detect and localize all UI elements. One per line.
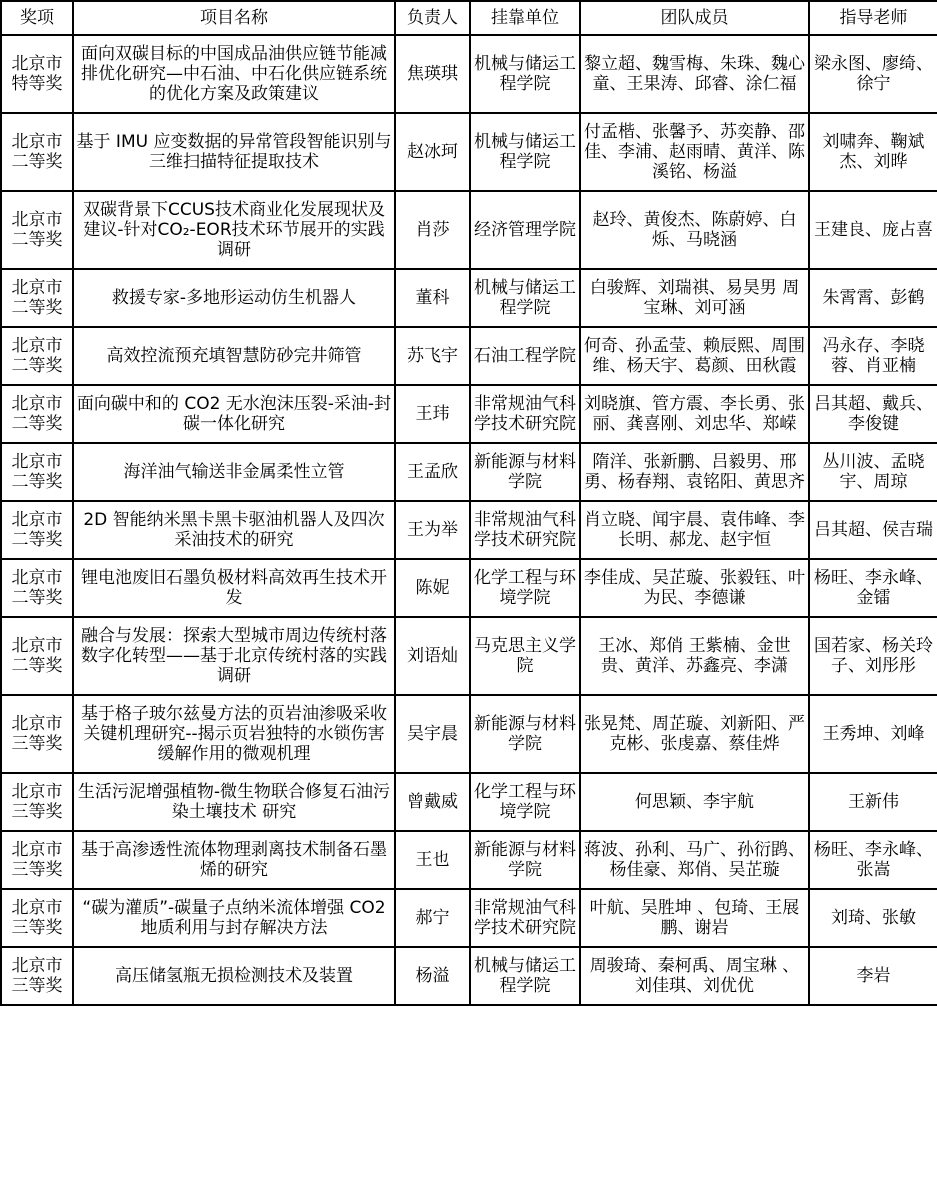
cell-advisors: 朱霄霄、彭鹤	[809, 269, 937, 327]
cell-advisors: 王建良、庞占喜	[809, 191, 937, 269]
column-header-unit: 挂靠单位	[470, 1, 580, 35]
cell-members: 李佳成、吴芷璇、张毅钰、叶为民、李德谦	[580, 559, 809, 617]
table-row	[1, 773, 937, 831]
cell-leader: 肖莎	[395, 191, 470, 269]
table-row	[1, 559, 937, 617]
cell-members: 周骏琦、秦柯禹、周宝琳 、刘佳琪、刘优优	[580, 947, 809, 1005]
cell-unit: 机械与储运工程学院	[470, 947, 580, 1005]
cell-award: 北京市二等奖	[1, 559, 73, 617]
cell-unit: 机械与储运工程学院	[470, 269, 580, 327]
cell-leader: 刘语灿	[395, 617, 470, 695]
cell-unit: 石油工程学院	[470, 327, 580, 385]
cell-members: 隋洋、张新鹏、吕毅男、邢勇、杨春翔、袁铭阳、黄思齐	[580, 443, 809, 501]
cell-award: 北京市二等奖	[1, 385, 73, 443]
cell-award: 北京市三等奖	[1, 889, 73, 947]
cell-project: 锂电池废旧石墨负极材料高效再生技术开发	[73, 559, 395, 617]
cell-leader: 王也	[395, 831, 470, 889]
cell-award: 北京市三等奖	[1, 831, 73, 889]
cell-award: 北京市二等奖	[1, 327, 73, 385]
cell-members: 叶航、吴胜坤 、包琦、王展鹏、谢岩	[580, 889, 809, 947]
cell-members: 王冰、郑俏 王紫楠、金世贵、黄洋、苏鑫亮、李潇	[580, 617, 809, 695]
cell-members: 黎立超、魏雪梅、朱珠、魏心童、王果涛、邱睿、涂仁福	[580, 35, 809, 113]
cell-leader: 焦瑛琪	[395, 35, 470, 113]
table-row	[1, 947, 937, 1005]
cell-leader: 吴宇晨	[395, 695, 470, 773]
cell-members: 张晃梵、周芷璇、刘新阳、严克彬、张虔嘉、蔡佳烨	[580, 695, 809, 773]
table-row	[1, 889, 937, 947]
cell-advisors: 丛川波、孟晓宇、周琼	[809, 443, 937, 501]
column-header-project: 项目名称	[73, 1, 395, 35]
cell-unit: 化学工程与环境学院	[470, 773, 580, 831]
cell-award: 北京市二等奖	[1, 501, 73, 559]
cell-project: 双碳背景下CCUS技术商业化发展现状及建议-针对CO₂-EOR技术环节展开的实践调研	[73, 191, 395, 269]
cell-leader: 赵冰珂	[395, 113, 470, 191]
cell-project: 基于 IMU 应变数据的异常管段智能识别与三维扫描特征提取技术	[73, 113, 395, 191]
cell-project: 基于高渗透性流体物理剥离技术制备石墨烯的研究	[73, 831, 395, 889]
cell-project: 2D 智能纳米黑卡黑卡驱油机器人及四次采油技术的研究	[73, 501, 395, 559]
table-row	[1, 831, 937, 889]
cell-project: 救援专家-多地形运动仿生机器人	[73, 269, 395, 327]
table-body	[1, 35, 937, 1005]
column-header-leader: 负责人	[395, 1, 470, 35]
cell-members: 白骏辉、刘瑞祺、易昊男 周宝琳、刘可涵	[580, 269, 809, 327]
cell-leader: 王玮	[395, 385, 470, 443]
cell-leader: 杨溢	[395, 947, 470, 1005]
cell-advisors: 杨旺、李永峰、张嵩	[809, 831, 937, 889]
cell-award: 北京市三等奖	[1, 947, 73, 1005]
cell-advisors: 梁永图、廖绮、徐宁	[809, 35, 937, 113]
cell-leader: 王为举	[395, 501, 470, 559]
cell-members: 蒋波、孙利、马广、孙衍鹍、杨佳豪、郑俏、吴芷璇	[580, 831, 809, 889]
cell-project: 高效控流预充填智慧防砂完井筛管	[73, 327, 395, 385]
cell-members: 付孟楷、张馨予、苏奕静、邵佳、李浦、赵雨晴、黄洋、陈溪铭、杨溢	[580, 113, 809, 191]
header-row	[1, 1, 937, 35]
cell-project: 面向碳中和的 CO2 无水泡沫压裂-采油-封碳一体化研究	[73, 385, 395, 443]
table-row	[1, 501, 937, 559]
table-row	[1, 617, 937, 695]
cell-leader: 王孟欣	[395, 443, 470, 501]
cell-advisors: 李岩	[809, 947, 937, 1005]
cell-unit: 新能源与材料学院	[470, 443, 580, 501]
cell-award: 北京市特等奖	[1, 35, 73, 113]
cell-advisors: 刘琦、张敏	[809, 889, 937, 947]
table-row	[1, 269, 937, 327]
cell-advisors: 杨旺、李永峰、金镭	[809, 559, 937, 617]
cell-unit: 非常规油气科学技术研究院	[470, 501, 580, 559]
cell-members: 肖立晓、闻宇晨、袁伟峰、李长明、郝龙、赵宇恒	[580, 501, 809, 559]
cell-project: “碳为灌质”-碳量子点纳米流体增强 CO2 地质利用与封存解决方法	[73, 889, 395, 947]
table-row	[1, 327, 937, 385]
cell-award: 北京市二等奖	[1, 191, 73, 269]
cell-leader: 董科	[395, 269, 470, 327]
cell-members: 何奇、孙孟莹、赖辰熙、周围维、杨天宇、葛颜、田秋霞	[580, 327, 809, 385]
cell-unit: 经济管理学院	[470, 191, 580, 269]
cell-award: 北京市二等奖	[1, 269, 73, 327]
cell-leader: 郝宁	[395, 889, 470, 947]
cell-unit: 新能源与材料学院	[470, 695, 580, 773]
cell-leader: 苏飞宇	[395, 327, 470, 385]
table-row	[1, 35, 937, 113]
cell-advisors: 王秀坤、刘峰	[809, 695, 937, 773]
cell-project: 面向双碳目标的中国成品油供应链节能减排优化研究—中石油、中石化供应链系统的优化方案及政策建议	[73, 35, 395, 113]
cell-leader: 曾戴威	[395, 773, 470, 831]
cell-unit: 新能源与材料学院	[470, 831, 580, 889]
column-header-advisors: 指导老师	[809, 1, 937, 35]
cell-leader: 陈妮	[395, 559, 470, 617]
cell-award: 北京市二等奖	[1, 443, 73, 501]
cell-unit: 非常规油气科学技术研究院	[470, 385, 580, 443]
cell-award: 北京市二等奖	[1, 113, 73, 191]
column-header-award: 奖项	[1, 1, 73, 35]
cell-advisors: 国若家、杨关玲子、刘彤彤	[809, 617, 937, 695]
cell-advisors: 冯永存、李晓蓉、肖亚楠	[809, 327, 937, 385]
cell-advisors: 吕其超、侯吉瑞	[809, 501, 937, 559]
table-row	[1, 695, 937, 773]
cell-unit: 机械与储运工程学院	[470, 113, 580, 191]
cell-award: 北京市三等奖	[1, 695, 73, 773]
cell-award: 北京市三等奖	[1, 773, 73, 831]
cell-project: 高压储氢瓶无损检测技术及装置	[73, 947, 395, 1005]
cell-project: 融合与发展：探索大型城市周边传统村落数字化转型——基于北京传统村落的实践调研	[73, 617, 395, 695]
cell-members: 何思颖、李宇航	[580, 773, 809, 831]
table-row	[1, 191, 937, 269]
table-row	[1, 443, 937, 501]
cell-members: 赵玲、黄俊杰、陈蔚婷、白烁、马晓涵	[580, 191, 809, 269]
cell-members: 刘晓旗、管方震、李长勇、张丽、龚喜刚、刘忠华、郑嵘	[580, 385, 809, 443]
cell-project: 海洋油气输送非金属柔性立管	[73, 443, 395, 501]
cell-project: 基于格子玻尔兹曼方法的页岩油渗吸采收关键机理研究--揭示页岩独特的水锁伤害缓解作用的微观机理	[73, 695, 395, 773]
cell-award: 北京市二等奖	[1, 617, 73, 695]
cell-advisors: 王新伟	[809, 773, 937, 831]
cell-advisors: 吕其超、戴兵、李俊键	[809, 385, 937, 443]
cell-unit: 机械与储运工程学院	[470, 35, 580, 113]
cell-unit: 马克思主义学院	[470, 617, 580, 695]
cell-unit: 非常规油气科学技术研究院	[470, 889, 580, 947]
column-header-members: 团队成员	[580, 1, 809, 35]
cell-unit: 化学工程与环境学院	[470, 559, 580, 617]
cell-advisors: 刘啸奔、鞠斌杰、刘晔	[809, 113, 937, 191]
table-row	[1, 385, 937, 443]
cell-project: 生活污泥增强植物-微生物联合修复石油污染土壤技术 研究	[73, 773, 395, 831]
table-row	[1, 113, 937, 191]
